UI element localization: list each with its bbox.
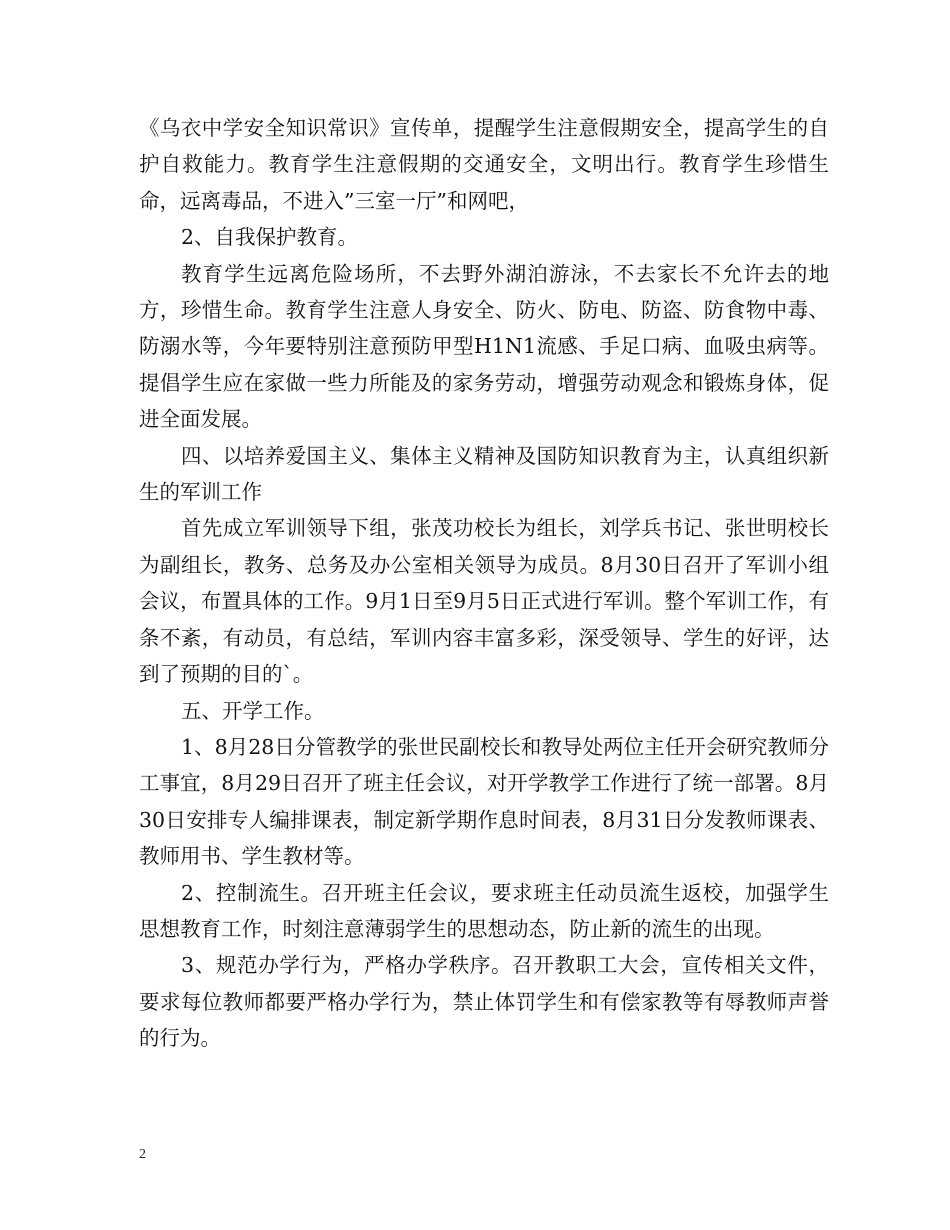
paragraph: 3、规范办学行为，严格办学秩序。召开教职工大会，宣传相关文件，要求每位教师都要严格办学行为，禁止体罚学生和有偿家教等有辱教师声誉的行为。 (139, 953, 829, 1051)
paragraph: 2、控制流生。召开班主任会议，要求班主任动员流生返校，加强学生思想教育工作，时刻注意薄弱学生的思想动态，防止新的流生的出现。 (139, 880, 829, 941)
paragraph: 1、8月28日分管教学的张世民副校长和教导处两位主任开会研究教师分工事宜，8月29日召开了班主任会议，对开学教学工作进行了统一部署。8月30日安排专人编排课表，制定新学期作息时间表，8月31日分发教师课表、教师用书、学生教材等。 (139, 734, 829, 869)
document-body (139, 110, 829, 1057)
paragraph: 2、自我保护教育。 (181, 225, 359, 250)
paragraph: 首先成立军训领导下组，张茂功校长为组长，刘学兵书记、张世明校长为副组长，教务、总务及办公室相关领导为成员。8月30日召开了军训小组会议，布置具体的工作。9月1日至9月5日正式进行军训。整个军训工作，有条不紊，有动员，有总结，军训内容丰富多彩，深受领导、学生的好评，达到了预期的目的`。 (139, 516, 829, 687)
page-number: 2 (139, 1147, 146, 1162)
section-heading: 五、开学工作。 (181, 698, 325, 723)
section-heading: 四、以培养爱国主义、集体主义精神及国防知识教育为主，认真组织新生的军训工作 (139, 443, 829, 505)
paragraph: 教育学生远离危险场所，不去野外湖泊游泳，不去家长不允许去的地方，珍惜生命。教育学生注意人身安全、防火、防电、防盗、防食物中毒、防溺水等，今年要特别注意预防甲型H1N1流感、手足口病、血吸虫病等。提倡学生应在家做一些力所能及的家务劳动，增强劳动观念和锻炼身体，促进全面发展。 (139, 261, 829, 432)
paragraph: 《乌衣中学安全知识常识》宣传单，提醒学生注意假期安全，提高学生的自护自救能力。教育学生注意假期的交通安全，文明出行。教育学生珍惜生命，远离毒品，不进入”三室一厅”和网吧， (139, 116, 829, 213)
